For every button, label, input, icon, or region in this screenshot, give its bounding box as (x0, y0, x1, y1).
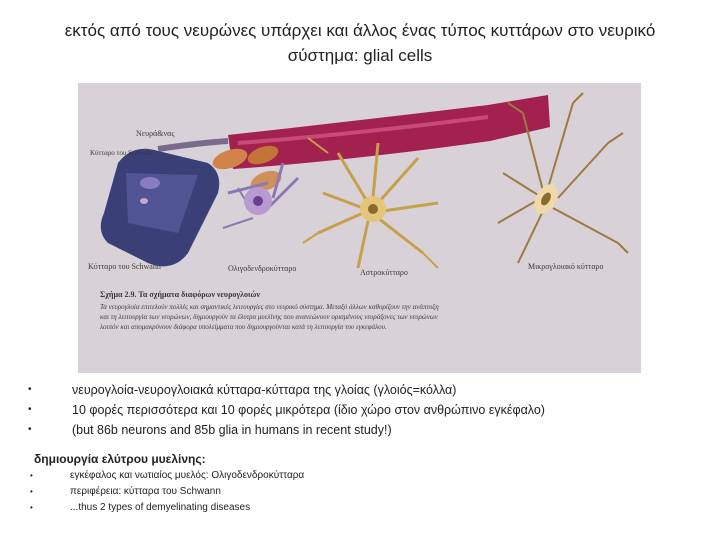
bullet-text: (but 86b neurons and 85b glia in humans in recent study!) (72, 423, 392, 437)
figure-caption-line: και τη λειτουργία των νευρώνων, δημιουργούν τα έλυτρα μυελίνης που ανανεώνουν ορισμένους νευράξονες των νευρώνων (100, 313, 438, 321)
list-item (30, 500, 690, 516)
bullet-text: νευρογλοία-νευρογλοιακά κύτταρα-κύτταρα της γλοίας (γλοιός=κόλλα) (72, 383, 457, 397)
figure-caption-title: Σχήμα 2.9. Τα σχήματα διαφόρων νευρογλοιών (100, 290, 260, 299)
bullet-text: περιφέρεια: κύτταρα του Schwann (70, 486, 221, 497)
bullet-icon: • (28, 424, 32, 435)
myelin-heading: δημιουργία ελύτρου μυελίνης: (34, 452, 206, 466)
label-astrocyte: Αστροκύτταρο (360, 268, 408, 277)
label-nerve-fiber: Νευρά&νας (136, 129, 175, 138)
main-bullet-list (28, 380, 698, 440)
list-item (28, 420, 698, 440)
figure-caption-line: Τα νευρογλοία επιτελούν πολλές και σημαντικές λειτουργίες στο νευρικό σύστημα. Μεταξύ άλλων καθορίζουν την ανάπτυξη (100, 303, 439, 311)
list-item (28, 400, 698, 420)
bullet-icon: • (30, 471, 33, 480)
bullet-icon: • (30, 503, 33, 512)
glial-cells-figure (78, 83, 641, 373)
figure-caption-line: λοιπόν και απομακρύνουν διάφορα υπολείμματα που δημιουργούνται κατά τη λειτουργία του εγκεφάλου. (100, 323, 387, 331)
label-oligodendrocyte: Ολιγοδενδροκύτταρο (228, 264, 297, 273)
label-schwann-bottom: Κύτταρο του Schwann (88, 262, 161, 271)
label-schwann-top: Κύτταρο του Schwann (90, 149, 154, 157)
bullet-icon: • (30, 487, 33, 496)
list-item (30, 484, 690, 500)
bullet-icon: • (28, 404, 32, 415)
bullet-icon: • (28, 384, 32, 395)
slide-title: εκτός από τους νευρώνες υπάρχει και άλλος ένας τύπος κυττάρων στο νευρικό σύστημα: glial cells (64, 21, 656, 65)
list-item (30, 468, 690, 484)
bullet-text: ...thus 2 types of demyelinating diseases (70, 502, 251, 513)
label-microglia: Μικρογλοιακό κύτταρο (528, 262, 604, 271)
bullet-text: 10 φορές περισσότερα και 10 φορές μικρότερα (ίδιο χώρο στον ανθρώπινο εγκέφαλο) (72, 403, 545, 417)
bullet-text: εγκέφαλος και νωτιαίος μυελός: Ολιγοδενδροκύτταρα (70, 470, 305, 481)
myelin-bullet-list (30, 468, 690, 516)
list-item (28, 380, 698, 400)
